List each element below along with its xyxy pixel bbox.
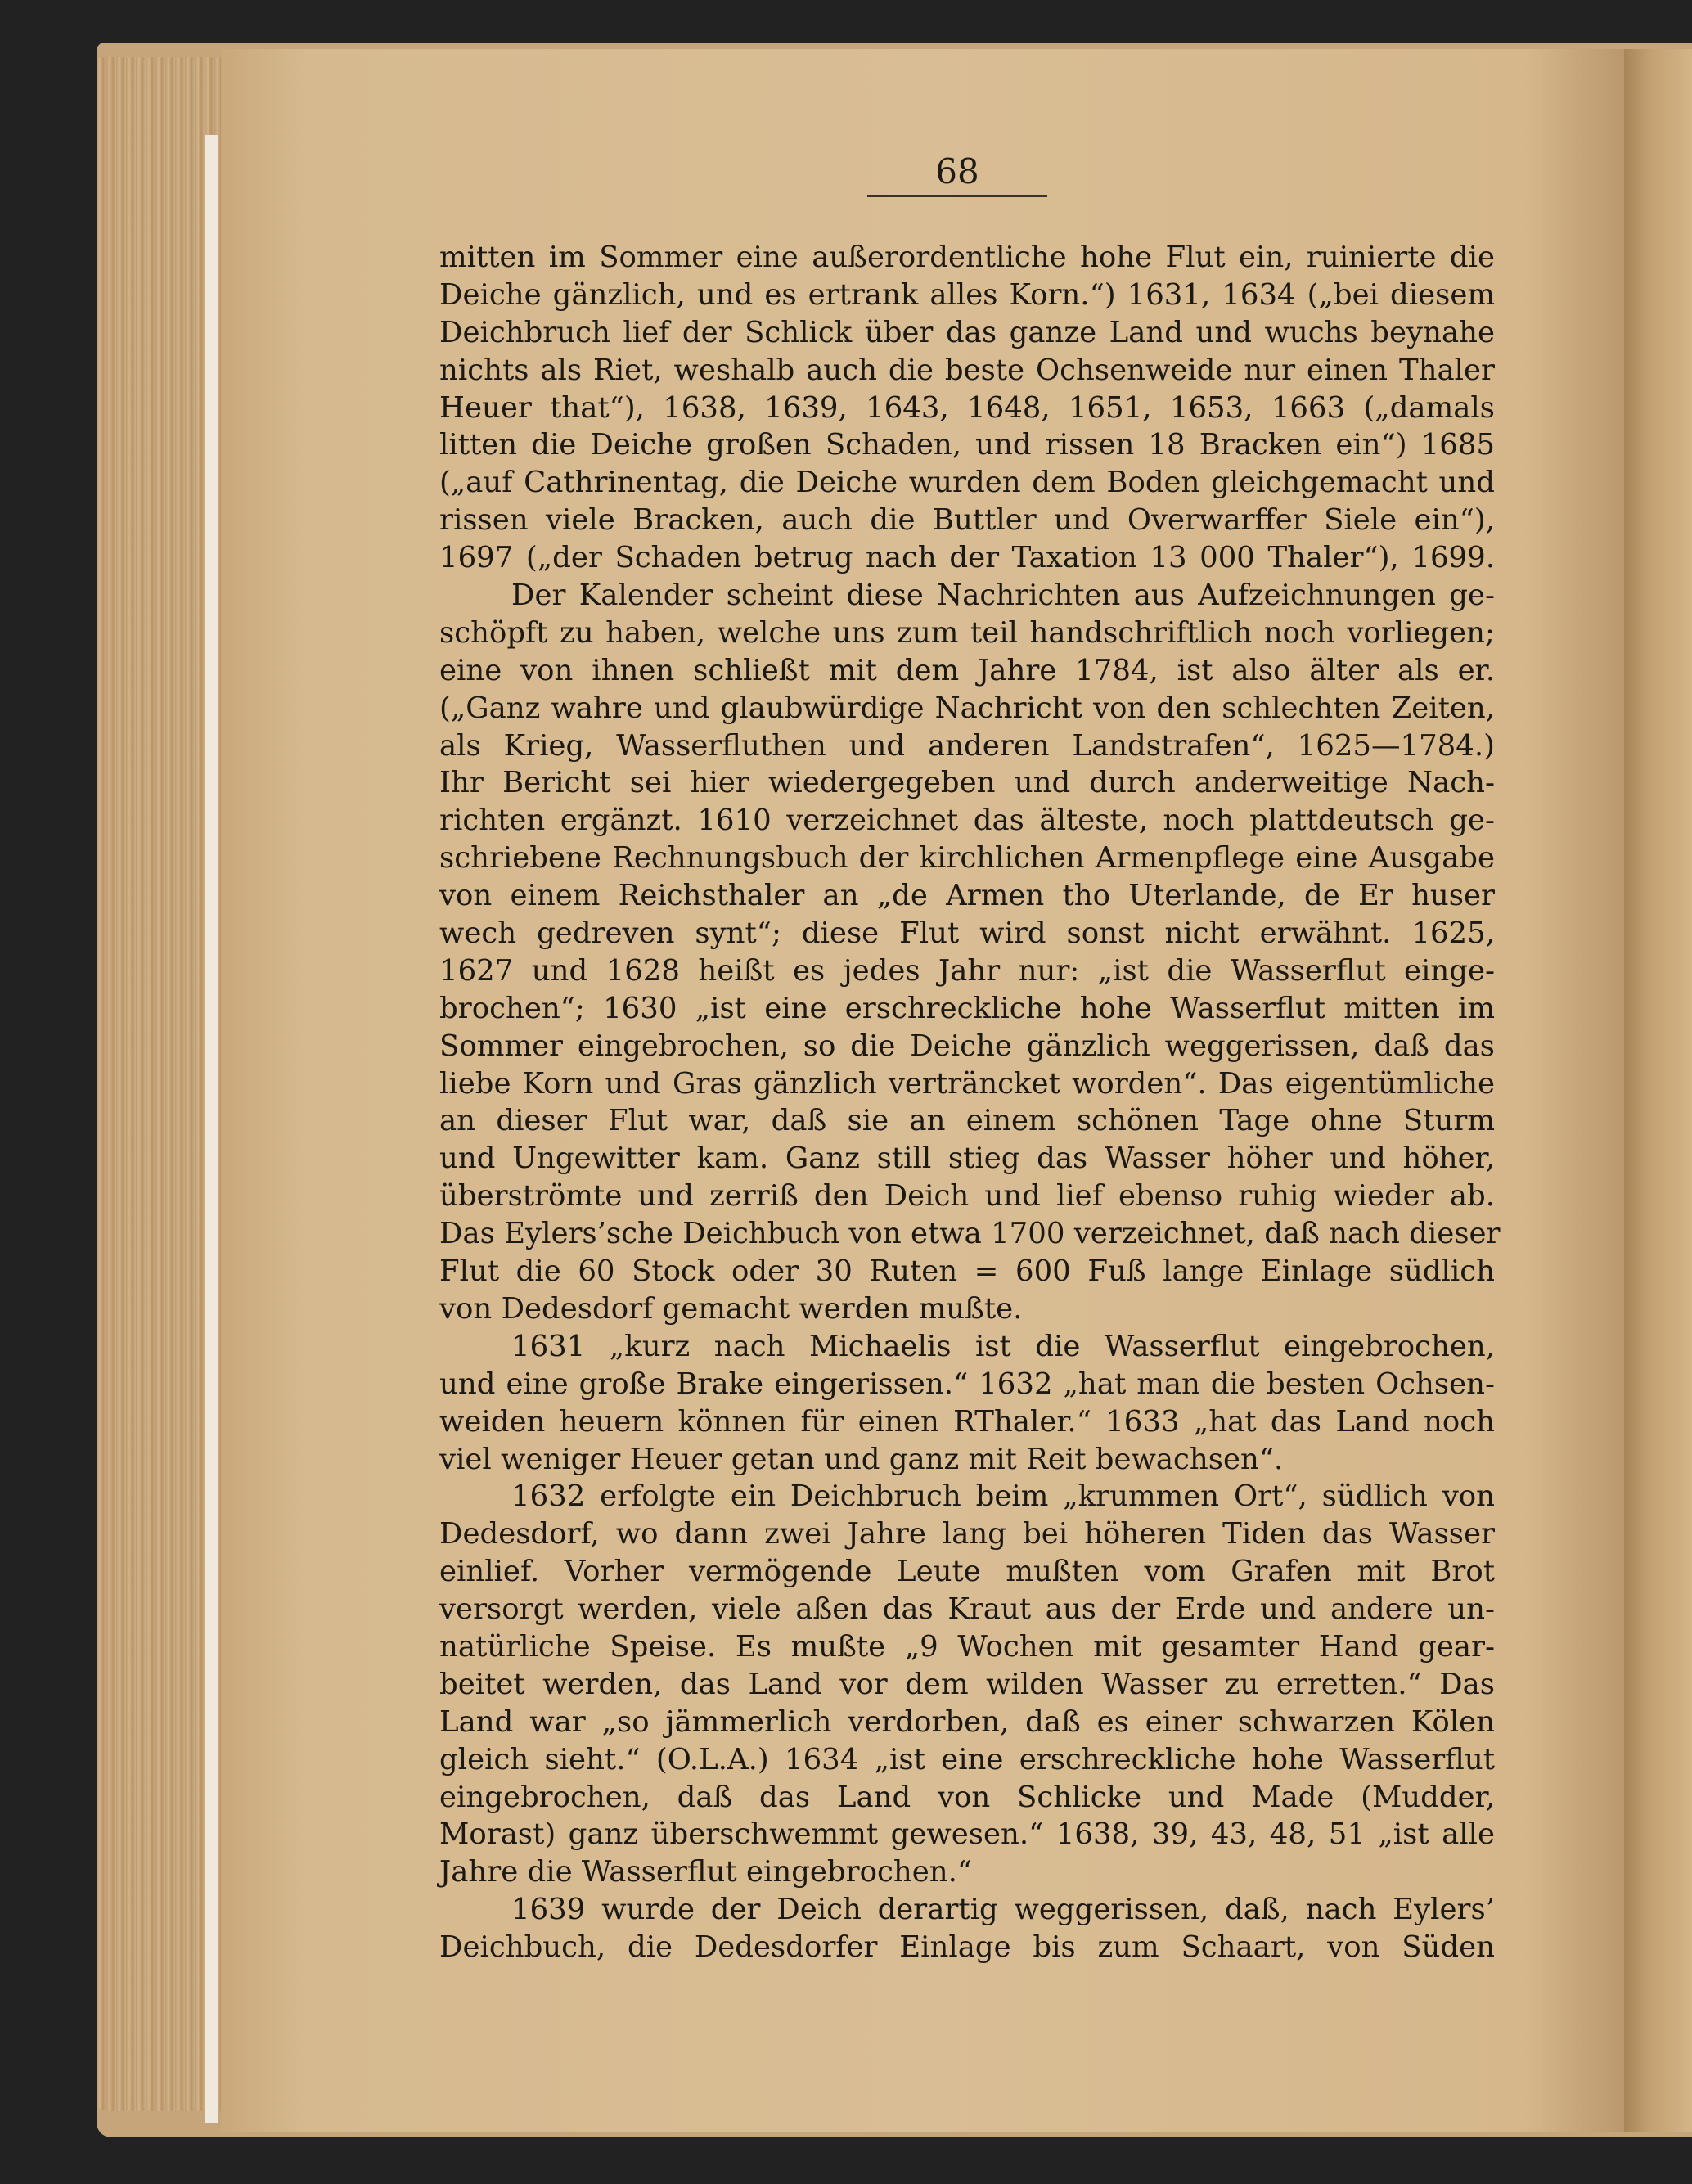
text-line: einlief. Vorher vermögende Leute mußten vom Grafen mit Brot [439,1555,1495,1589]
text-line: weiden heuern können für einen RThaler.“ 1633 „hat das Land noch [439,1404,1495,1439]
text-line: 1632 erfolgte ein Deichbruch beim „krummen Ort“, südlich von [511,1479,1495,1514]
header-rule [867,195,1047,197]
text-line: 1639 wurde der Deich derartig weggerissen, daß, nach Eylers’ [511,1893,1495,1927]
text-line: Deichbuch, die Dedesdorfer Einlage bis zum Schaart, von Süden [439,1930,1495,1965]
text-line: Flut die 60 Stock oder 30 Ruten = 600 Fuß lange Einlage südlich [439,1254,1495,1289]
text-line: („Ganz wahre und glaubwürdige Nachricht von den schlechten Zeiten, [439,691,1495,725]
text-line: litten die Deiche großen Schaden, und rissen 18 Bracken ein“) 1685 [439,428,1495,462]
text-line: liebe Korn und Gras gänzlich verträncket worden“. Das eigentümliche [439,1066,1495,1101]
text-line: als Krieg, Wasserfluthen und anderen Landstrafen“, 1625—1784.) [439,728,1495,763]
text-line: von einem Reichsthaler an „de Armen tho Uterlande, de Er huser [439,879,1495,913]
text-line: Morast) ganz überschwemmt gewesen.“ 1638, 39, 43, 48, 51 „ist alle [439,1817,1495,1852]
text-line: und eine große Brake eingerissen.“ 1632 „hat man die besten Ochsen- [439,1367,1495,1401]
text-line: schöpft zu haben, welche uns zum teil handschriftlich noch vorliegen; [439,615,1495,650]
text-line: eine von ihnen schließt mit dem Jahre 1784, ist also älter als er. [439,653,1495,687]
text-line: eingebrochen, daß das Land von Schlicke und Made (Mudder, [439,1780,1495,1814]
text-line: Deiche gänzlich, und es ertrank alles Korn.“) 1631, 1634 („bei diesem [439,277,1495,312]
text-line: schriebene Rechnungsbuch der kirchlichen Armenpflege eine Ausgabe [439,841,1495,876]
text-line: Das Eylers’sche Deichbuch von etwa 1700 verzeichnet, daß nach dieser [439,1217,1501,1251]
text-line: Dedesdorf, wo dann zwei Jahre lang bei höheren Tiden das Wasser [439,1517,1495,1551]
page-number: 68 [935,151,979,191]
text-line: Jahre die Wasserflut eingebrochen.“ [439,1855,973,1889]
text-line: natürliche Speise. Es mußte „9 Wochen mit gesamter Hand gear- [439,1629,1495,1664]
text-line: rissen viele Bracken, auch die Buttler und Overwarffer Siele ein“), [439,503,1495,538]
body-text [439,239,1501,1966]
text-line: an dieser Flut war, daß sie an einem schönen Tage ohne Sturm [439,1104,1495,1138]
text-line: Der Kalender scheint diese Nachrichten aus Aufzeichnungen ge- [511,579,1495,613]
text-line: mitten im Sommer eine außerordentliche hohe Flut ein, ruinierte die [439,241,1495,274]
text-line: nichts als Riet, weshalb auch die beste Ochsenweide nur einen Thaler [439,353,1495,387]
text-line: von Dedesdorf gemacht werden mußte. [439,1291,1023,1326]
page-edge-strip [205,135,218,2123]
text-line: brochen“; 1630 „ist eine erschreckliche hohe Wasserflut mitten im [439,991,1495,1025]
text-line: („auf Cathrinentag, die Deiche wurden dem Boden gleichgemacht und [439,466,1495,500]
text-line: viel weniger Heuer getan und ganz mit Reit bewachsen“. [439,1442,1284,1476]
text-line: 1627 und 1628 heißt es jedes Jahr nur: „ist die Wasserflut einge- [439,953,1495,988]
text-line: 1631 „kurz nach Michaelis ist die Wasserflut eingebrochen, [511,1329,1495,1363]
book-gutter [1624,49,1692,2132]
text-line: Land war „so jämmerlich verdorben, daß es einer schwarzen Kölen [439,1704,1495,1739]
text-line: beitet werden, das Land vor dem wilden Wasser zu erretten.“ Das [439,1667,1495,1701]
text-line: überströmte und zerriß den Deich und lief ebenso ruhig wieder ab. [439,1179,1495,1214]
text-line: und Ungewitter kam. Ganz still stieg das Wasser höher und höher, [439,1142,1495,1176]
text-line: richten ergänzt. 1610 verzeichnet das älteste, noch plattdeutsch ge- [439,804,1495,838]
text-line: 1697 („der Schaden betrug nach der Taxation 13 000 Thaler“), 1699. [439,541,1495,575]
text-line: Ihr Bericht sei hier wiedergegeben und durch anderweitige Nach- [439,766,1495,800]
text-line: wech gedreven synt“; diese Flut wird sonst nicht erwähnt. 1625, [439,916,1495,951]
text-line: versorgt werden, viele aßen das Kraut aus der Erde und andere un- [439,1592,1495,1627]
text-line: Deichbruch lief der Schlick über das ganze Land und wuchs beynahe [439,315,1495,349]
text-line: Sommer eingebrochen, so die Deiche gänzlich weggerissen, daß das [439,1029,1495,1063]
text-line: gleich sieht.“ (O.L.A.) 1634 „ist eine erschreckliche hohe Wasserflut [439,1742,1495,1776]
text-line: Heuer that“), 1638, 1639, 1643, 1648, 1651, 1653, 1663 („damals [439,390,1495,425]
